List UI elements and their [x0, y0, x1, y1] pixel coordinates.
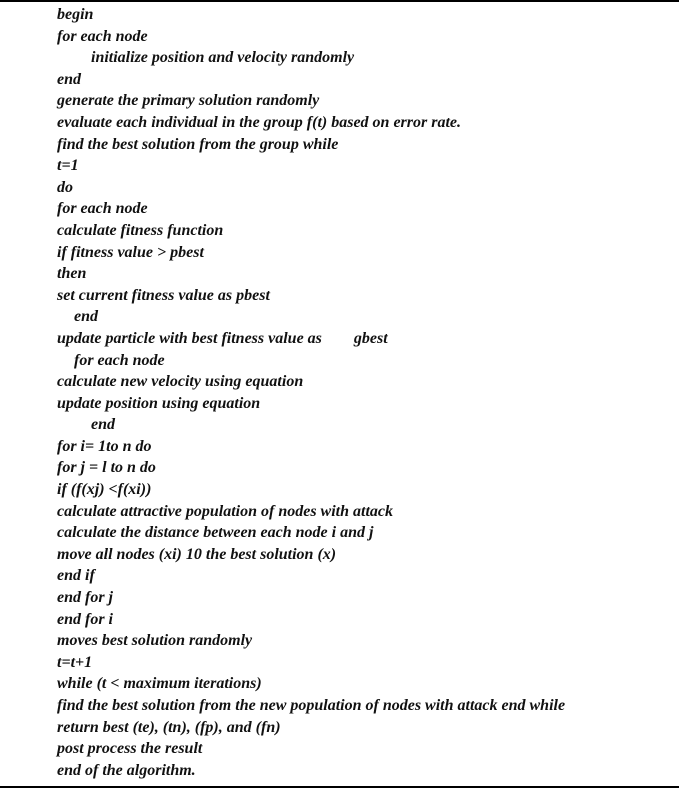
bottom-rule: [0, 786, 679, 788]
algo-line: return best (te), (tn), (fp), and (fn): [57, 718, 281, 736]
algo-line-text: update particle with best fitness value as: [57, 329, 322, 347]
algo-line: do: [57, 178, 73, 196]
algo-line: for each node: [57, 200, 148, 218]
algo-line: moves best solution randomly: [57, 632, 253, 650]
algo-line: [57, 328, 672, 350]
algo-line: move all nodes (xi) 10 the best solution (x): [57, 545, 337, 563]
algo-line: find the best solution from the new population of nodes with attack end while: [57, 697, 566, 714]
algo-line: if (f(xj) <f(xi)): [57, 481, 152, 499]
algo-line: for each node: [74, 351, 165, 369]
algo-line: if fitness value > pbest: [57, 243, 204, 261]
algo-line: end for i: [57, 610, 113, 628]
algo-line: end if: [57, 567, 95, 585]
algo-line: initialize position and velocity randomly: [91, 49, 355, 67]
algo-line: post process the result: [57, 740, 203, 758]
algo-line: t=t+1: [57, 653, 93, 671]
algo-line: evaluate each individual in the group f(t) based on error rate.: [57, 113, 461, 131]
algo-line: generate the primary solution randomly: [57, 92, 320, 110]
algo-line: update position using equation: [57, 394, 261, 412]
algo-line: while (t < maximum iterations): [57, 675, 262, 693]
algo-line: calculate the distance between each node i and j: [57, 524, 374, 542]
algo-line: calculate new velocity using equation: [57, 373, 304, 391]
algo-line: calculate fitness function: [57, 221, 224, 239]
algo-line: for i= 1to n do: [57, 437, 152, 455]
algo-line: end: [57, 70, 81, 88]
algo-line: end: [74, 308, 98, 326]
algo-line: then: [57, 265, 87, 283]
algo-line-text: gbest: [353, 329, 388, 347]
algo-line: calculate attractive population of nodes with attack: [57, 502, 393, 520]
algo-line: for each node: [57, 27, 148, 45]
algo-line: end of the algorithm.: [57, 761, 196, 779]
algo-line: for j = l to n do: [57, 459, 156, 477]
algo-line: end for j: [57, 589, 113, 607]
algo-line: begin: [57, 6, 94, 23]
algo-line: end: [91, 416, 115, 434]
algo-line: find the best solution from the group while: [57, 135, 339, 153]
algorithm-listing: [57, 4, 672, 781]
algo-line: set current fitness value as pbest: [57, 286, 270, 304]
algo-line: t=1: [57, 157, 79, 175]
top-rule: [0, 0, 679, 2]
